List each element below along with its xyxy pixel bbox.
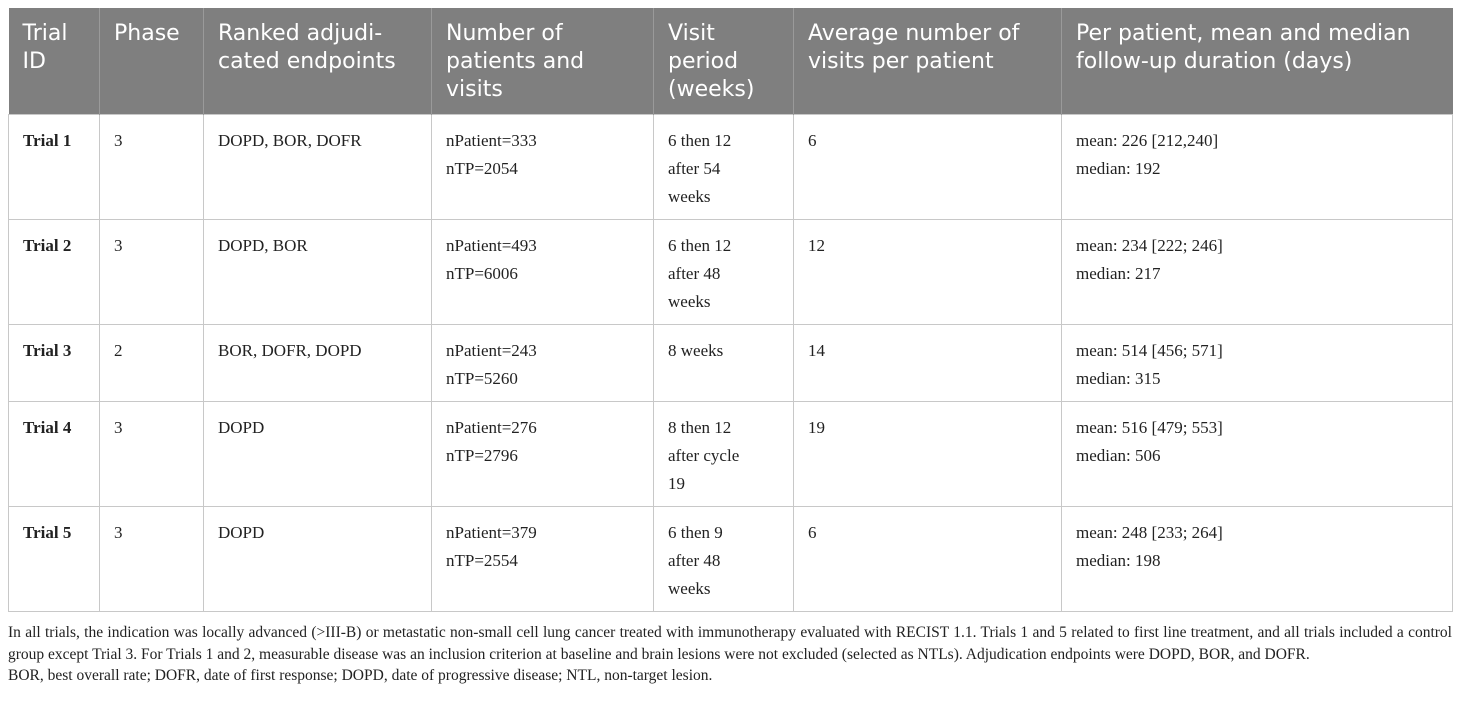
header-patients-visits: Number of patients and visits <box>432 8 654 115</box>
cell-endpoints: DOPD, BOR, DOFR <box>204 115 432 220</box>
cell-phase: 3 <box>100 115 204 220</box>
cell-phase: 3 <box>100 402 204 507</box>
cell-visit-period: 6 then 12 after 48 weeks <box>654 220 794 325</box>
cell-follow-up: mean: 516 [479; 553] median: 506 <box>1062 402 1453 507</box>
cell-avg-visits: 12 <box>794 220 1062 325</box>
header-row <box>9 8 1453 115</box>
header-follow-up: Per patient, mean and median follow-up duration (days) <box>1062 8 1453 115</box>
table-footnote <box>8 622 1452 687</box>
cell-patients-visits: nPatient=493 nTP=6006 <box>432 220 654 325</box>
cell-endpoints: DOPD <box>204 402 432 507</box>
cell-follow-up: mean: 226 [212,240] median: 192 <box>1062 115 1453 220</box>
header-avg-visits: Average number of visits per patient <box>794 8 1062 115</box>
cell-trial-id: Trial 4 <box>9 402 100 507</box>
cell-patients-visits: nPatient=333 nTP=2054 <box>432 115 654 220</box>
trial-table-container <box>8 8 1452 612</box>
header-endpoints: Ranked adjudi-cated endpoints <box>204 8 432 115</box>
cell-avg-visits: 14 <box>794 325 1062 402</box>
cell-phase: 2 <box>100 325 204 402</box>
cell-visit-period: 6 then 9 after 48 weeks <box>654 507 794 612</box>
footnote-abbreviations: BOR, best overall rate; DOFR, date of first response; DOPD, date of progressive disease; NTL, non-target lesion. <box>8 667 713 684</box>
header-phase: Phase <box>100 8 204 115</box>
cell-patients-visits: nPatient=379 nTP=2554 <box>432 507 654 612</box>
table-row <box>9 507 1453 612</box>
cell-trial-id: Trial 2 <box>9 220 100 325</box>
cell-trial-id: Trial 3 <box>9 325 100 402</box>
cell-patients-visits: nPatient=276 nTP=2796 <box>432 402 654 507</box>
cell-avg-visits: 19 <box>794 402 1062 507</box>
cell-endpoints: DOPD <box>204 507 432 612</box>
cell-follow-up: mean: 234 [222; 246] median: 217 <box>1062 220 1453 325</box>
cell-visit-period: 6 then 12 after 54 weeks <box>654 115 794 220</box>
cell-avg-visits: 6 <box>794 507 1062 612</box>
header-trial-id: Trial ID <box>9 8 100 115</box>
header-visit-period: Visit period (weeks) <box>654 8 794 115</box>
trial-table <box>8 8 1453 612</box>
cell-visit-period: 8 weeks <box>654 325 794 402</box>
table-row <box>9 115 1453 220</box>
cell-follow-up: mean: 514 [456; 571] median: 315 <box>1062 325 1453 402</box>
table-row <box>9 220 1453 325</box>
cell-follow-up: mean: 248 [233; 264] median: 198 <box>1062 507 1453 612</box>
cell-phase: 3 <box>100 507 204 612</box>
table-row <box>9 402 1453 507</box>
cell-trial-id: Trial 1 <box>9 115 100 220</box>
cell-phase: 3 <box>100 220 204 325</box>
cell-endpoints: DOPD, BOR <box>204 220 432 325</box>
cell-patients-visits: nPatient=243 nTP=5260 <box>432 325 654 402</box>
table-row <box>9 325 1453 402</box>
cell-avg-visits: 6 <box>794 115 1062 220</box>
cell-endpoints: BOR, DOFR, DOPD <box>204 325 432 402</box>
cell-trial-id: Trial 5 <box>9 507 100 612</box>
footnote-paragraph: In all trials, the indication was locally advanced (>III-B) or metastatic non-small cell lung cancer treated with immunotherapy evaluated with RECIST 1.1. Trials 1 and 5 related to first line treatment, and all trials included a control group except Trial 3. For Trials 1 and 2, measurable disease was an inclusion criterion at baseline and brain lesions were not excluded (selected as NTLs). Adjudication endpoints were DOPD, BOR, and DOFR. <box>8 624 1452 663</box>
cell-visit-period: 8 then 12 after cycle 19 <box>654 402 794 507</box>
